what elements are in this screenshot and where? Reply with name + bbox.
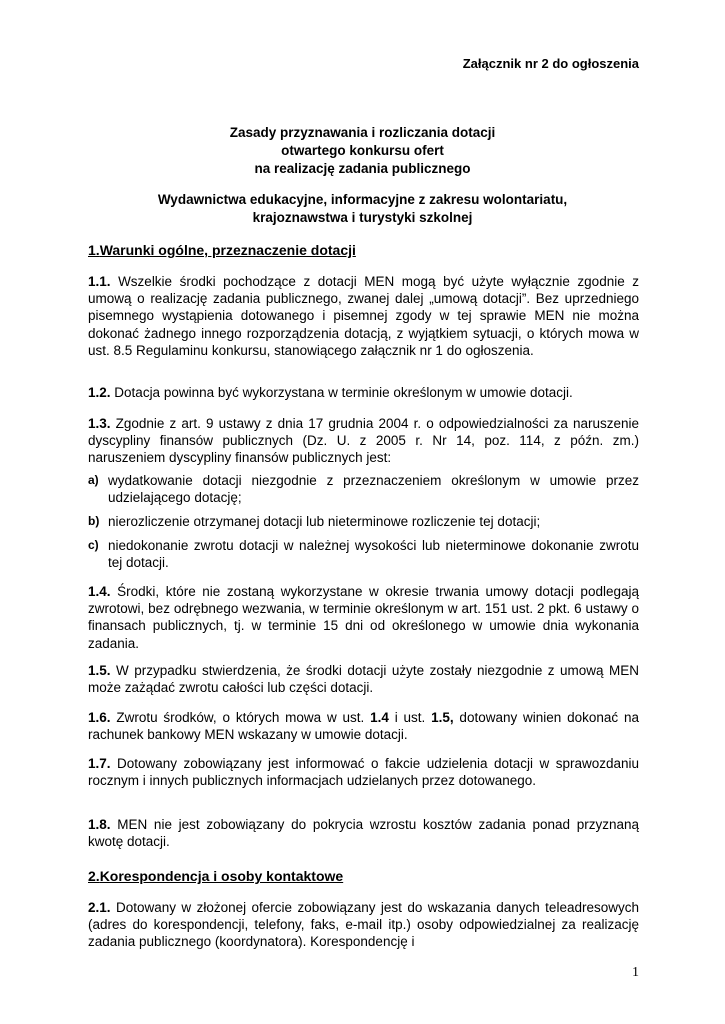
title-line: otwartego konkursu ofert [281,143,444,158]
paragraph-text: MEN nie jest zobowiązany do pokrycia wzrostu kosztów zadania ponad przyznaną kwotę dotacji. [88,817,639,850]
paragraph-number: 1.6. [88,710,111,725]
section-2-heading [88,868,343,884]
list-item-c [88,537,639,571]
subtitle-line: Wydawnictwa edukacyjne, informacyjne z zakresu wolontariatu, [157,192,568,207]
paragraph-1-5 [88,662,639,696]
paragraph-number: 1.5. [88,663,111,678]
paragraph-2-1 [88,899,639,951]
list-text: niedokonanie zwrotu dotacji w należnej wysokości lub nieterminowe dokonanie zwrotu tej dotacji. [108,538,639,571]
paragraph-text: W przypadku stwierdzenia, że środki dotacji użyte zostały niezgodnie z umową MEN może zażądać zwrotu całości lub części dotacji. [88,663,639,696]
document-title [0,124,725,178]
annex-label: Załącznik nr 2 do ogłoszenia [462,56,639,71]
title-line: Zasady przyznawania i rozliczania dotacji [229,125,496,140]
subtitle-line: krajoznawstwa i turystyki szkolnej [252,210,473,225]
paragraph-text: i ust. [388,710,432,725]
paragraph-text: Zwrotu środków, o których mowa w ust. [116,710,371,725]
paragraph-number: 2.1. [88,900,111,915]
reference: 1.4 [370,710,389,725]
paragraph-number: 1.2. [88,385,111,400]
list-marker: b) [88,514,100,528]
document-subtitle [0,191,725,227]
paragraph-number: 1.1. [88,274,111,289]
paragraph-1-3 [88,415,639,467]
list-text: wydatkowanie dotacji niezgodnie z przeznaczeniem określonym w umowie przez udzielającego dotację; [108,473,639,506]
title-line: na realizację zadania publicznego [254,161,471,176]
section-title: Warunki ogólne, przeznaczenie dotacji [99,242,356,258]
list-marker: a) [88,473,99,487]
list-item-a [88,472,639,506]
paragraph-1-8 [88,816,639,850]
section-1-heading [88,242,356,258]
list-marker: c) [88,538,99,552]
paragraph-number: 1.8. [88,817,111,832]
paragraph-1-7 [88,755,639,789]
paragraph-text: Środki, które nie zostaną wykorzystane w okresie trwania umowy dotacji podlegają zwrotowi, bez odrębnego wezwania, w terminie określonym w art. 151 ust. 2 pkt. 6 ustawy o finansach publicznych, tj. w terminie 15 dni od określonego w umowie dnia wykonania zadania. [88,584,639,651]
paragraph-number: 1.4. [88,584,111,599]
paragraph-text: Wszelkie środki pochodzące z dotacji MEN mogą być użyte wyłącznie zgodnie z umową o realizację zadania publicznego, zwanej dalej „umową dotacji”. Bez uprzedniego pisemnego wystąpienia dotowanego i pisemnej zgody w tej sprawie MEN nie można dokonać żadnego innego rozporządzenia dotacją, z wyjątkiem sytuacji, o których mowa w ust. 8.5 Regulaminu konkursu, stanowiącego załącznik nr 1 do ogłoszenia. [88,274,639,358]
paragraph-text: Dotowany zobowiązany jest informować o fakcie udzielenia dotacji w sprawozdaniu rocznym i innych publicznych informacjach udzielanych przez dotowanego. [88,756,639,789]
paragraph-text: dotowany winien dokonać na rachunek bankowy MEN wskazany w umowie dotacji. [88,710,639,743]
paragraph-number: 1.7. [88,756,111,771]
reference: 1.5, [431,710,454,725]
paragraph-1-4 [88,583,639,652]
list-item-b [88,513,639,530]
paragraph-text: Dotowany w złożonej ofercie zobowiązany jest do wskazania danych teleadresowych (adres do korespondencji, telefony, faks, e-mail itp.) osoby odpowiedzialnej za realizację zadania publicznego (koordynatora). Korespondencję i [88,900,639,950]
paragraph-1-6 [88,709,639,743]
paragraph-1-2 [88,384,639,401]
section-number: 1. [88,242,100,258]
paragraph-1-1 [88,273,639,359]
section-number: 2. [88,868,100,884]
paragraph-number: 1.3. [88,416,111,431]
page-number: 1 [632,965,639,980]
paragraph-text: Dotacja powinna być wykorzystana w terminie określonym w umowie dotacji. [114,385,573,400]
paragraph-text: Zgodnie z art. 9 ustawy z dnia 17 grudnia 2004 r. o odpowiedzialności za naruszenie dyscypliny finansów publicznych (Dz. U. z 2005 r. Nr 14, poz. 114, z późn. zm.) naruszeniem dyscypliny finansów publicznych jest: [88,416,639,466]
section-title: Korespondencja i osoby kontaktowe [99,868,344,884]
list-text: nierozliczenie otrzymanej dotacji lub nieterminowe rozliczenie tej dotacji; [108,514,541,529]
